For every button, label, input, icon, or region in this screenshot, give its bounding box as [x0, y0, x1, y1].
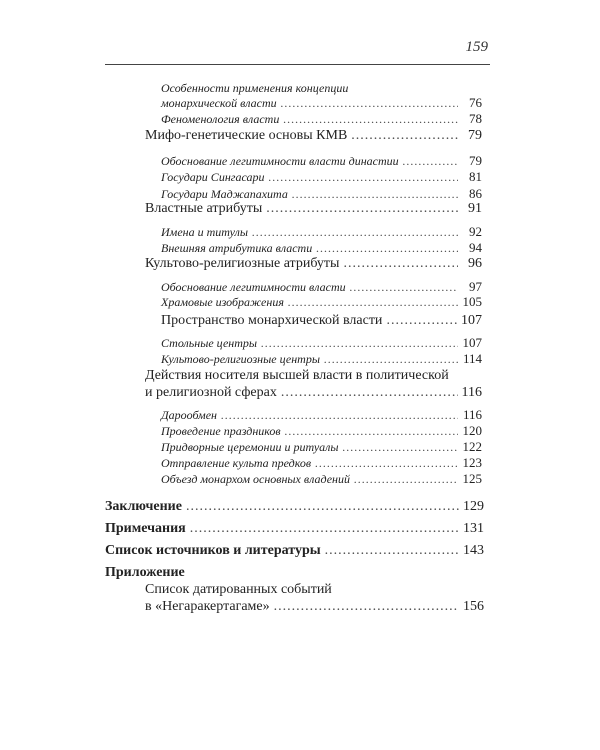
- toc-page-number: 116: [461, 385, 482, 400]
- toc-entry-obosnovanie-dinastii[interactable]: [161, 153, 482, 169]
- toc-entry-title: Проведение праздников: [161, 424, 281, 438]
- toc-leader-dots: [281, 96, 458, 111]
- toc-leader-dots: [343, 256, 458, 272]
- toc-page-number: 120: [462, 423, 482, 438]
- toc-leader-dots: [324, 352, 458, 367]
- toc-page-number: 116: [462, 407, 482, 422]
- toc-entry-otpravlenie[interactable]: [161, 455, 482, 471]
- toc-entry-title: Государи Маджапахита: [161, 187, 288, 201]
- toc-leader-dots: [288, 295, 458, 310]
- toc-entry-title: Властные атрибуты: [145, 201, 263, 216]
- toc-entry-kultovo-centry[interactable]: [161, 351, 482, 367]
- toc-entry-daroobmen[interactable]: [161, 407, 482, 423]
- toc-leader-dots: [281, 385, 458, 401]
- toc-page-number: 94: [469, 240, 482, 255]
- toc-leader-dots: [351, 128, 458, 144]
- toc-entry-title: Заключение: [105, 499, 182, 514]
- header-rule: [105, 64, 490, 65]
- toc-entry-zaklyuchenie[interactable]: [105, 499, 484, 515]
- toc-page-number: 143: [463, 543, 484, 558]
- toc-entry-imena[interactable]: [161, 224, 482, 240]
- toc-leader-dots: [268, 170, 458, 185]
- toc-page-number: 156: [463, 599, 484, 614]
- toc-leader-dots: [350, 280, 458, 295]
- toc-entry-title: Стольные центры: [161, 336, 258, 350]
- toc-entry-deystviya-line1: Действия носителя высшей власти в политической: [145, 368, 449, 383]
- toc-page-number: 78: [469, 111, 482, 126]
- toc-page-number: 107: [462, 335, 482, 350]
- toc-entry-title: Культово-религиозные центры: [161, 352, 320, 366]
- toc-entry-osobennosti-line1: Особенности применения концепции: [161, 81, 349, 95]
- toc-entry-title: Список источников и литературы: [105, 543, 321, 558]
- toc-page-number: 92: [469, 224, 482, 239]
- toc-page-number: 86: [469, 186, 482, 201]
- toc-page-number: 125: [462, 471, 482, 486]
- toc-entry-title: Мифо-генетические основы КМВ: [145, 128, 348, 143]
- toc-entry-fenomenologiya[interactable]: [161, 111, 482, 127]
- toc-page-number: 81: [469, 169, 482, 184]
- toc-entry-title: Обоснование легитимности власти: [161, 280, 346, 294]
- toc-entry-title: Пространство монархической власти: [161, 313, 383, 328]
- toc-entry-title: Отправление культа предков: [161, 456, 312, 470]
- toc-leader-dots: [221, 408, 458, 423]
- toc-entry-title: Государи Сингасари: [161, 170, 265, 184]
- toc-entry-madzhapahita[interactable]: [161, 186, 482, 202]
- toc-entry-title: Феноменология власти: [161, 112, 280, 126]
- toc-entry-title: Храмовые изображения: [161, 295, 284, 309]
- toc-leader-dots: [190, 521, 459, 537]
- toc-entry-title: Придворные церемонии и ритуалы: [161, 440, 339, 454]
- toc-entry-mifo[interactable]: [145, 128, 482, 144]
- toc-leader-dots: [292, 187, 458, 202]
- toc-page-number: 114: [462, 351, 482, 366]
- toc-entry-obosnovanie-vlasti[interactable]: [161, 279, 482, 295]
- toc-entry-vlastnye[interactable]: [145, 201, 482, 217]
- toc-entry-title: и религиозной сферах: [145, 385, 277, 400]
- toc-entry-title: Имена и титулы: [161, 225, 248, 239]
- toc-entry-title: Дарообмен: [161, 408, 217, 422]
- toc-entry-pridvornye[interactable]: [161, 439, 482, 455]
- toc-leader-dots: [386, 313, 457, 329]
- toc-page-number: 97: [469, 279, 482, 294]
- toc-page-number: 131: [463, 521, 484, 536]
- toc-page-number: 79: [469, 153, 482, 168]
- toc-leader-dots: [252, 225, 458, 240]
- toc-leader-dots: [315, 456, 458, 471]
- toc-page-number: 129: [463, 499, 484, 514]
- toc-leader-dots: [274, 599, 459, 615]
- toc-entry-title: Примечания: [105, 521, 186, 536]
- toc-leader-dots: [343, 440, 458, 455]
- toc-leader-dots: [266, 201, 458, 217]
- toc-entry-spisok-sobytiy-line1: Список датированных событий: [145, 582, 332, 597]
- toc-leader-dots: [316, 241, 458, 256]
- toc-leader-dots: [186, 499, 459, 515]
- toc-page-number: 105: [462, 294, 482, 309]
- toc-entry-obezd[interactable]: [161, 471, 482, 487]
- toc-page-number: 96: [468, 256, 482, 271]
- toc-entry-primechaniya[interactable]: [105, 521, 484, 537]
- toc-page-number: 107: [461, 313, 482, 328]
- toc-leader-dots: [354, 472, 458, 487]
- toc-entry-spisok-sobytiy[interactable]: [145, 599, 484, 615]
- toc-entry-stolnye[interactable]: [161, 335, 482, 351]
- toc-leader-dots: [403, 154, 458, 169]
- toc-entry-provedenie[interactable]: [161, 423, 482, 439]
- toc-entry-prostranstvo[interactable]: [161, 313, 482, 329]
- toc-entry-title: Обоснование легитимности власти династии: [161, 154, 399, 168]
- toc-entry-kultovo[interactable]: [145, 256, 482, 272]
- toc-leader-dots: [285, 424, 458, 439]
- toc-entry-title: в «Негаракертагаме»: [145, 599, 270, 614]
- toc-page-number: 123: [462, 455, 482, 470]
- toc-entry-prilozhenie[interactable]: Приложение: [105, 565, 185, 580]
- toc-entry-title: монархической власти: [161, 96, 277, 110]
- toc-entry-spisok[interactable]: [105, 543, 484, 559]
- toc-leader-dots: [261, 336, 458, 351]
- toc-leader-dots: [283, 112, 458, 127]
- toc-page-number: 79: [468, 128, 482, 143]
- toc-entry-osobennosti[interactable]: [161, 95, 482, 111]
- toc-entry-title: Культово-религиозные атрибуты: [145, 256, 340, 271]
- toc-entry-title: Внешняя атрибутика власти: [161, 241, 313, 255]
- toc-entry-singasari[interactable]: [161, 169, 482, 185]
- page-number: 159: [465, 39, 488, 55]
- toc-entry-deystviya[interactable]: [145, 385, 482, 401]
- toc-entry-vneshnyaya[interactable]: [161, 240, 482, 256]
- toc-page-number: 76: [469, 95, 482, 110]
- toc-entry-hramovye[interactable]: [161, 294, 482, 310]
- toc-page-number: 91: [468, 201, 482, 216]
- toc-page-number: 122: [462, 439, 482, 454]
- toc-entry-title: Объезд монархом основных владений: [161, 472, 350, 486]
- toc-leader-dots: [325, 543, 459, 559]
